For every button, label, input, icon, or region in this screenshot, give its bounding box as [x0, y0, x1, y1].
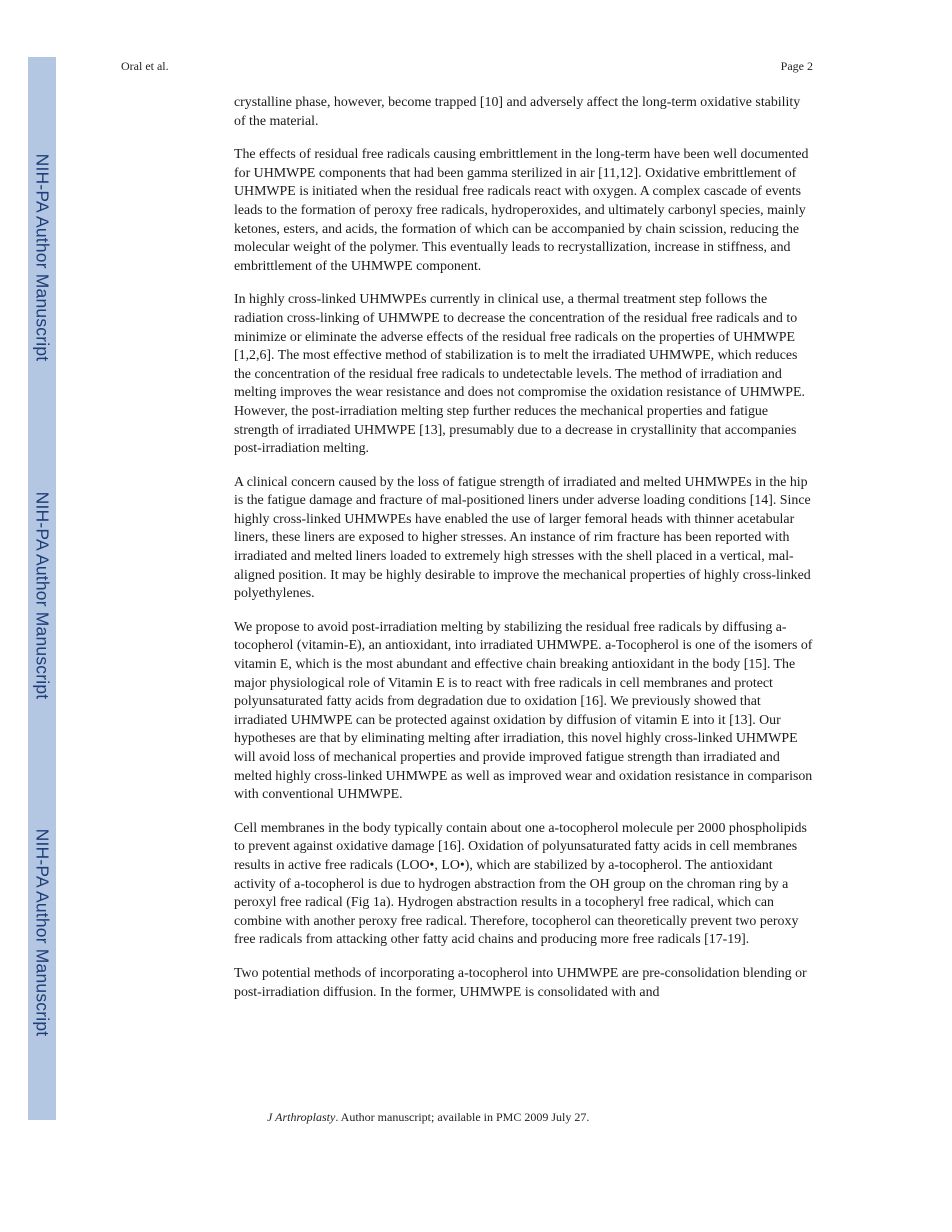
- sidebar-label-text: NIH-PA Author Manuscript: [32, 491, 53, 699]
- paragraph-7: Two potential methods of incorporating a-tocopherol into UHMWPE are pre-consolidation blending or post-irradiation diffusion. In the former, UHMWPE is consolidated with and: [234, 965, 807, 1000]
- journal-name: J Arthroplasty: [267, 1110, 336, 1124]
- running-header-authors: Oral et al.: [121, 59, 169, 73]
- paragraph-6: Cell membranes in the body typically contain about one a-tocopherol molecule per 2000 phospholipids to prevent against oxidative damage [16]. Oxidation of polyunsaturated fatty acids in cell membranes results in active free radicals (LOO•, LO•), which are stabilized by a-tocopherol. The antioxidant activity of a-tocopherol is due to hydrogen abstraction from the OH group on the chroman ring by a peroxyl free radical (Fig 1a). Hydrogen abstraction results in a tocopheryl free radical, which can combine with another peroxy free radical. Therefore, tocopherol can theoretically prevent two peroxy free radicals from attacking other fatty acid chains and producing more free radicals [17-19].: [234, 820, 807, 948]
- paragraph-2: The effects of residual free radicals causing embrittlement in the long-term have been well documented for UHMWPE components that had been gamma sterilized in air [11,12]. Oxidative embrittlement of UHMWPE is initiated when the residual free radicals react with oxygen. A complex cascade of events leads to the formation of peroxy free radicals, hydroperoxides, and ultimately carbonyl species, mainly ketones, esters, and acids, the formation of which can be accompanied by chain scission, reducing the molecular weight of the polymer. This eventually leads to recrystallization, increase in stiffness, and embrittlement of the UHMWPE component.: [234, 147, 809, 274]
- sidebar-label-text: NIH-PA Author Manuscript: [32, 828, 53, 1036]
- sidebar-label-bottom: [28, 817, 56, 1047]
- article-body: [234, 94, 814, 1017]
- paragraph-3: In highly cross-linked UHMWPEs currently in clinical use, a thermal treatment step follows the radiation cross-linking of UHMWPE to decrease the concentration of the residual free radicals and to minimize or eliminate the adverse effects of the residual free radicals on the properties of UHMWPE [1,2,6]. The most effective method of stabilization is to melt the irradiated UHMWPE, which reduces the concentration of the residual free radicals to undetectable levels. The method of irradiation and melting improves the wear resistance and does not compromise the oxidation resistance of UHMWPE. However, the post-irradiation melting step further reduces the mechanical properties and fatigue strength of irradiated UHMWPE [13], presumably due to a decrease in crystallinity that accompanies post-irradiation melting.: [234, 292, 805, 457]
- paragraph-4: A clinical concern caused by the loss of fatigue strength of irradiated and melted UHMWPEs in the hip is the fatigue damage and fracture of mal-positioned liners under adverse loading conditions [14]. Since highly cross-linked UHMWPEs have enabled the use of larger femoral heads with thinner acetabular liners, these liners are exposed to higher stresses. An instance of rim fracture has been reported with irradiated and melted liners loaded to extremely high stresses with the shell placed in a vertical, mal-aligned position. It may be highly desirable to improve the mechanical properties of highly cross-linked polyethylenes.: [234, 474, 811, 602]
- sidebar-banner: [28, 57, 56, 1120]
- sidebar-label-middle: [28, 480, 56, 710]
- citation-footer: [267, 1110, 589, 1125]
- sidebar-label-top: [28, 142, 56, 372]
- footer-availability: . Author manuscript; available in PMC 2009 July 27.: [335, 1110, 590, 1124]
- paragraph-1: crystalline phase, however, become trapped [10] and adversely affect the long-term oxidative stability of the material.: [234, 95, 801, 129]
- sidebar-label-text: NIH-PA Author Manuscript: [32, 153, 53, 361]
- page-number: Page 2: [780, 59, 813, 73]
- paragraph-5: We propose to avoid post-irradiation melting by stabilizing the residual free radicals by diffusing a-tocopherol (vitamin-E), an antioxidant, into irradiated UHMWPE. a-Tocopherol is one of the isomers of vitamin E, which is the most abundant and effective chain breaking antioxidant in the body [15]. The major physiological role of Vitamin E is to react with free radicals in cell membranes and protect polyunsaturated fatty acids from degradation due to oxidation [16]. We previously showed that irradiated UHMWPE can be protected against oxidation by diffusion of vitamin E into it [13]. Our hypotheses are that by eliminating melting after irradiation, this novel highly cross-linked UHMWPE will avoid loss of mechanical properties and provide improved fatigue strength than irradiated and melted highly cross-linked UHMWPE as well as improved wear and oxidation resistance in comparison with conventional UHMWPE.: [234, 619, 813, 803]
